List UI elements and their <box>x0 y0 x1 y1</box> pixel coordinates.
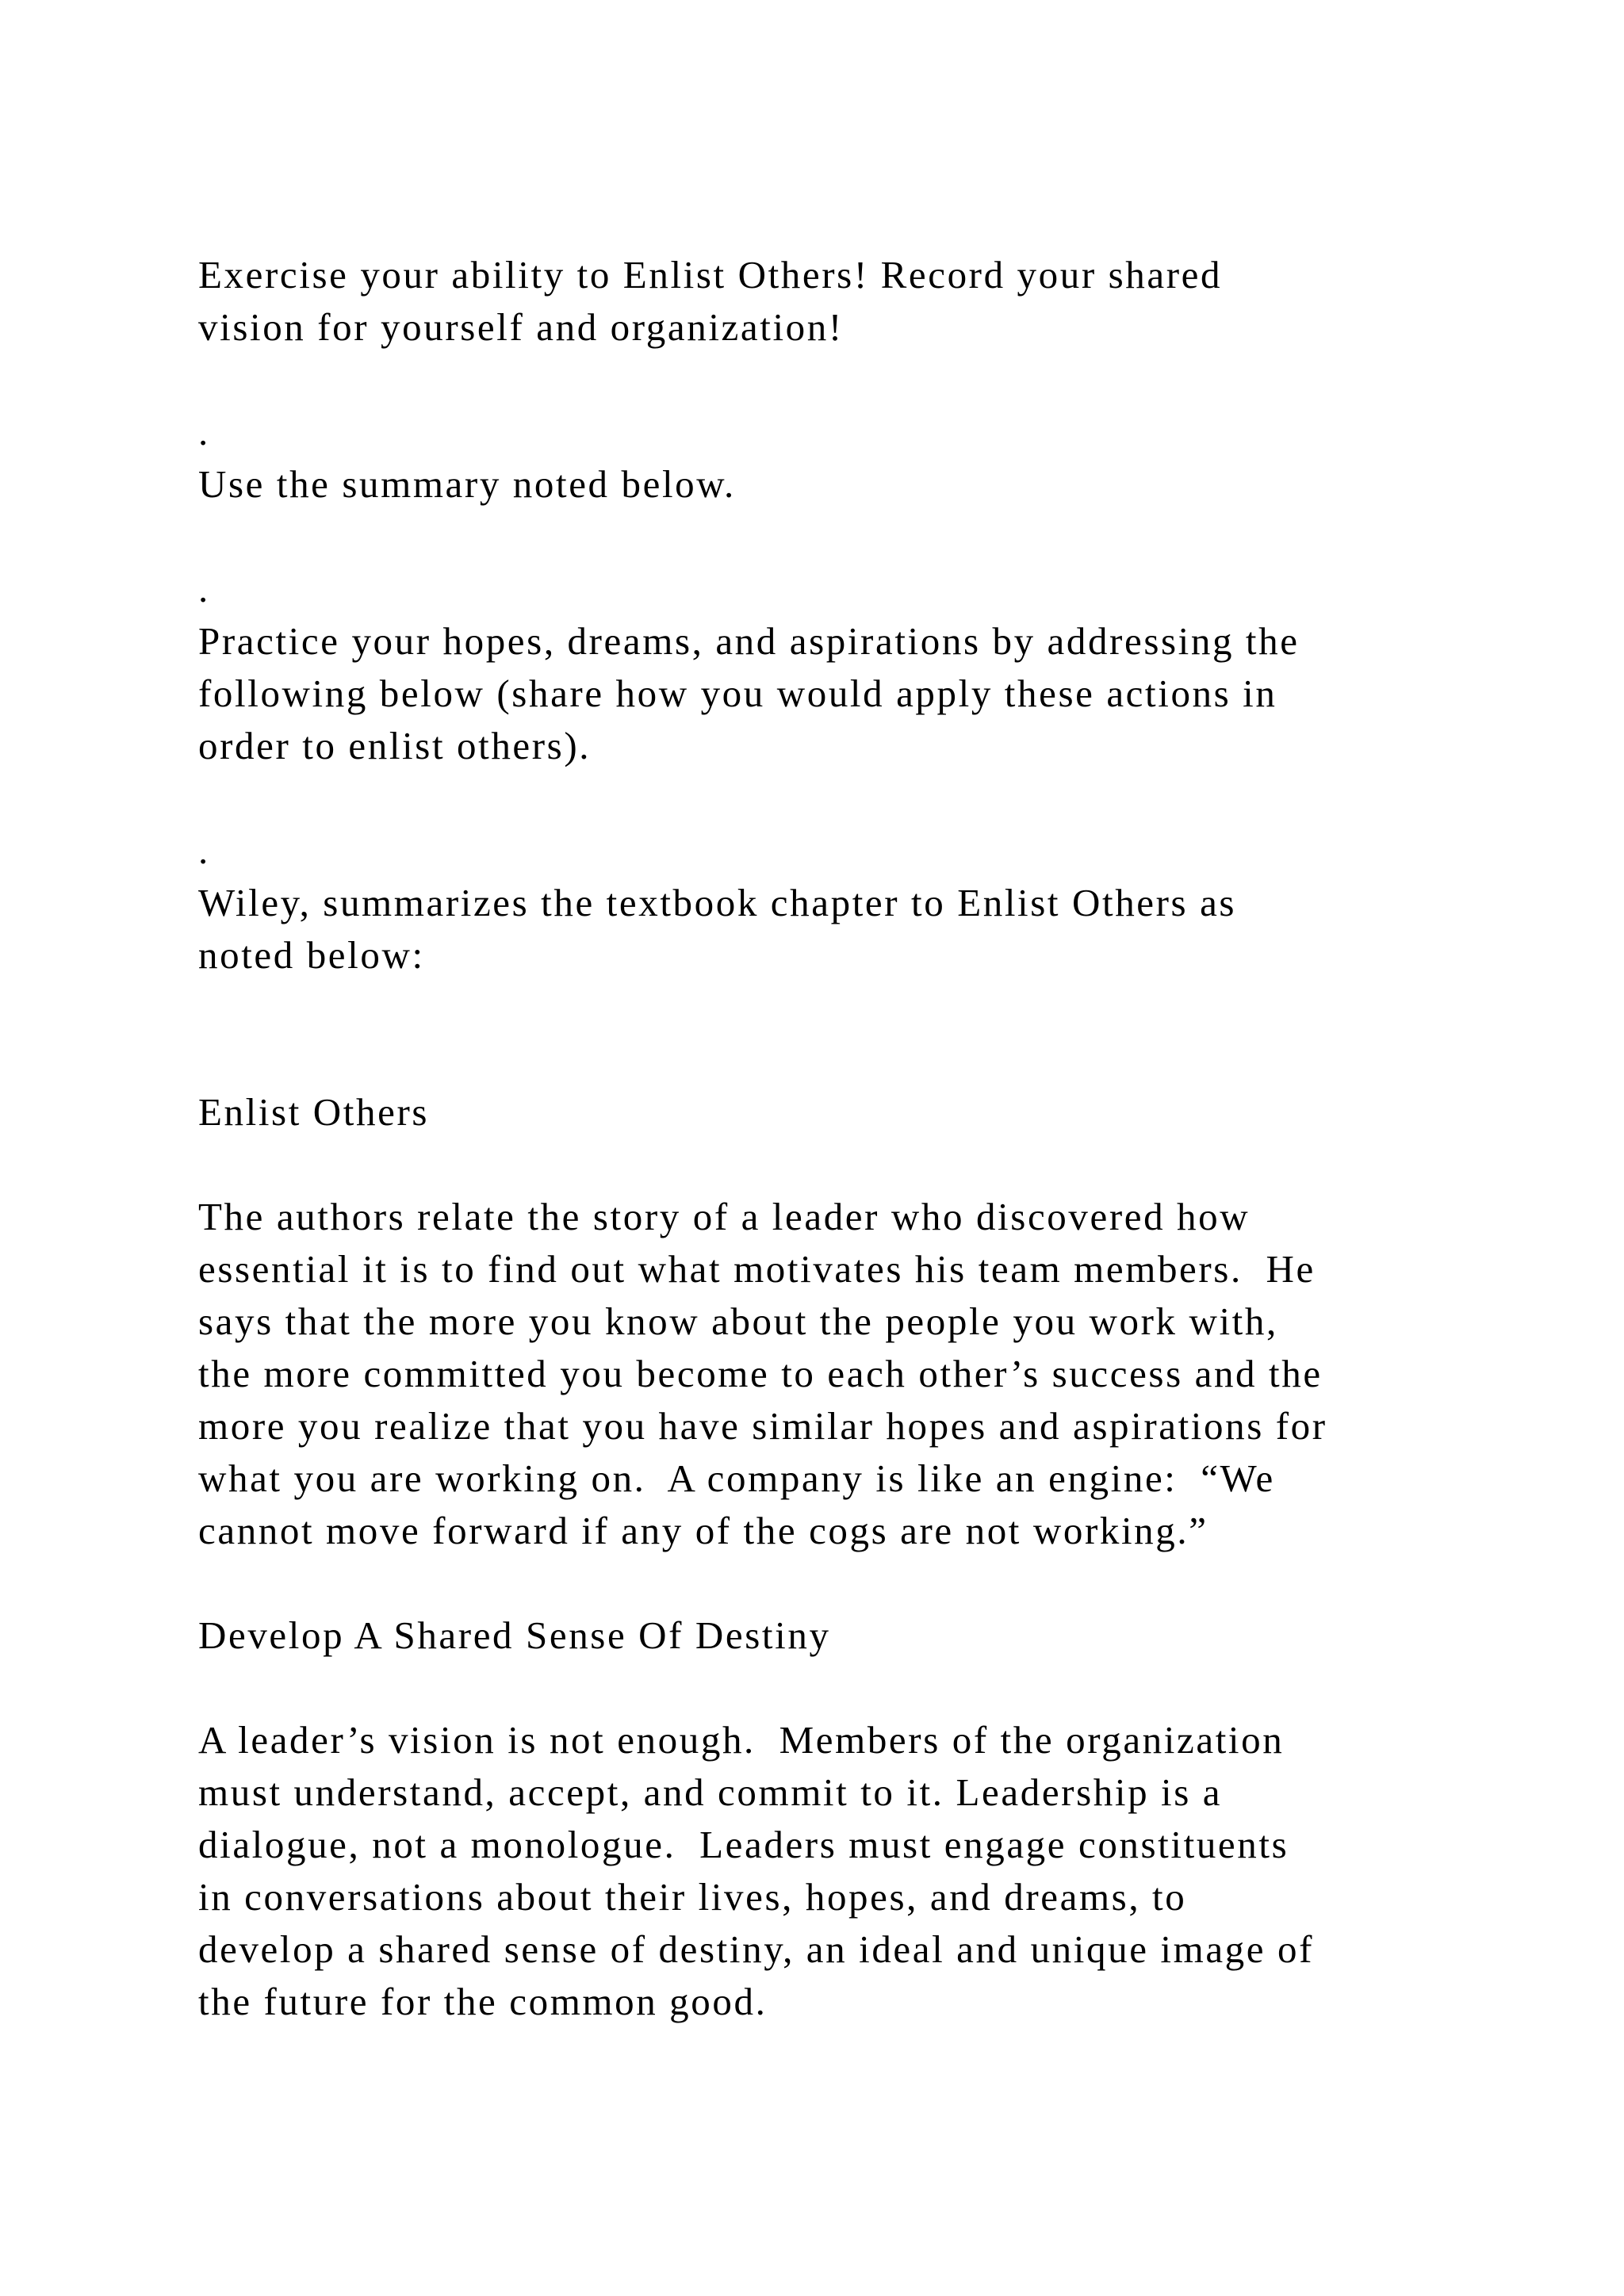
section-heading-enlist-others: Enlist Others <box>198 1090 430 1134</box>
destiny-body-line: dialogue, not a monologue. Leaders must engage constituents <box>198 1823 1289 1866</box>
practice-line: Practice your hopes, dreams, and aspirations by addressing the <box>198 619 1300 663</box>
enlist-body-line: says that the more you know about the people you work with, <box>198 1299 1278 1343</box>
separator-dot: . <box>198 567 210 610</box>
enlist-body-line: the more committed you become to each other’s success and the <box>198 1352 1323 1395</box>
practice-line: following below (share how you would apply these actions in <box>198 672 1277 715</box>
wiley-line: Wiley, summarizes the textbook chapter to Enlist Others as <box>198 881 1237 924</box>
destiny-body-line: develop a shared sense of destiny, an ideal and unique image of <box>198 1927 1314 1971</box>
intro-line: vision for yourself and organization! <box>198 305 844 349</box>
separator-dot: . <box>198 410 210 453</box>
destiny-body-line: must understand, accept, and commit to it. Leadership is a <box>198 1770 1223 1814</box>
enlist-body-line: more you realize that you have similar hopes and aspirations for <box>198 1404 1327 1448</box>
destiny-body-line: in conversations about their lives, hopes, and dreams, to <box>198 1875 1187 1919</box>
separator-dot: . <box>198 828 210 872</box>
destiny-body-line: the future for the common good. <box>198 1980 768 2023</box>
destiny-body-line: A leader’s vision is not enough. Members of the organization <box>198 1718 1285 1762</box>
enlist-body-line: cannot move forward if any of the cogs are not working.” <box>198 1509 1208 1552</box>
enlist-body-line: The authors relate the story of a leader who discovered how <box>198 1195 1251 1238</box>
enlist-body-line: essential it is to find out what motivates his team members. He <box>198 1247 1316 1291</box>
section-heading-shared-destiny: Develop A Shared Sense Of Destiny <box>198 1613 831 1657</box>
summary-note-line: Use the summary noted below. <box>198 462 736 506</box>
practice-line: order to enlist others). <box>198 724 592 767</box>
wiley-line: noted below: <box>198 933 425 977</box>
enlist-body-line: what you are working on. A company is like an engine: “We <box>198 1456 1275 1500</box>
intro-line: Exercise your ability to Enlist Others! Record your shared <box>198 253 1223 297</box>
